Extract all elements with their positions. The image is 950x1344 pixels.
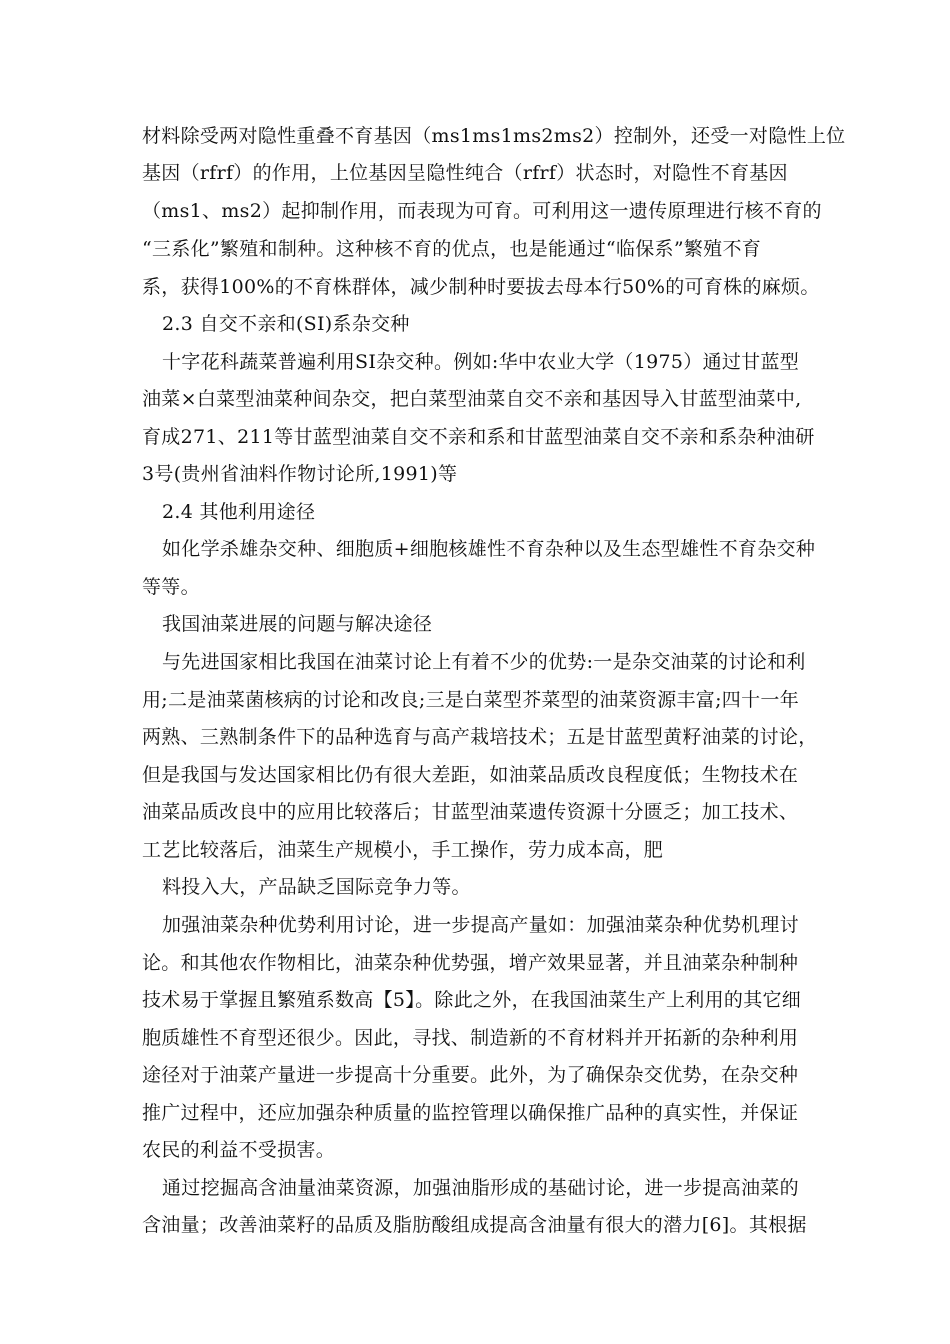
text-line: 用;二是油菜菌核病的讨论和改良;三是白菜型芥菜型的油菜资源丰富;四十一年 [142, 689, 800, 711]
text-line: 十字花科蔬菜普遍利用SI杂交种。例如:华中农业大学（1975）通过甘蓝型 [162, 351, 800, 373]
text-line: 推广过程中，还应加强杂种质量的监控管理以确保推广品种的真实性，并保证 [142, 1102, 799, 1124]
text-line: “三系化”繁殖和制种。这种核不育的优点，也是能通过“临保系”繁殖不育 [142, 238, 762, 260]
section-heading: 我国油菜进展的问题与解决途径 [162, 613, 433, 635]
text-line: 3号(贵州省油料作物讨论所,1991)等 [142, 463, 458, 485]
text-line: 农民的利益不受损害。 [142, 1139, 336, 1161]
text-line: 系，获得100%的不育株群体，减少制种时要拔去母本行50%的可育株的麻烦。 [142, 276, 820, 298]
text-line: 论。和其他农作物相比，油菜杂种优势强，增产效果显著，并且油菜杂种制种 [142, 952, 799, 974]
text-line: 胞质雄性不育型还很少。因此，寻找、制造新的不育材料并开拓新的杂种利用 [142, 1027, 799, 1049]
text-line: 但是我国与发达国家相比仍有很大差距，如油菜品质改良程度低；生物技术在 [142, 764, 799, 786]
text-line: 如化学杀雄杂交种、细胞质+细胞核雄性不育杂种以及生态型雄性不育杂交种 [162, 538, 816, 560]
text-line: 料投入大，产品缺乏国际竞争力等。 [162, 876, 471, 898]
text-line: （ms1、ms2）起抑制作用，而表现为可育。可利用这一遗传原理进行核不育的 [142, 200, 822, 222]
text-line: 育成271、211等甘蓝型油菜自交不亲和系和甘蓝型油菜自交不亲和系杂种油研 [142, 426, 815, 448]
text-line: 工艺比较落后，油菜生产规模小，手工操作，劳力成本高，肥 [142, 839, 664, 861]
text-line: 两熟、三熟制条件下的品种选育与高产栽培技术；五是甘蓝型黄籽油菜的讨论， [142, 726, 818, 748]
text-line: 油菜品质改良中的应用比较落后；甘蓝型油菜遗传资源十分匮乏；加工技术、 [142, 801, 799, 823]
text-line: 技术易于掌握且繁殖系数高【5】。除此之外，在我国油菜生产上利用的其它细 [142, 989, 802, 1011]
text-line: 途径对于油菜产量进一步提高十分重要。此外，为了确保杂交优势，在杂交种 [142, 1064, 799, 1086]
text-line: 材料除受两对隐性重叠不育基因（ms1ms1ms2ms2）控制外，还受一对隐性上位 [142, 125, 846, 147]
text-line: 通过挖掘高含油量油菜资源，加强油脂形成的基础讨论，进一步提高油菜的 [162, 1177, 799, 1199]
text-line: 与先进国家相比我国在油菜讨论上有着不少的优势:一是杂交油菜的讨论和利 [162, 651, 806, 673]
section-heading: 2.3 自交不亲和(SI)系杂交种 [162, 313, 410, 335]
text-line: 含油量；改善油菜籽的品质及脂肪酸组成提高含油量有很大的潜力[6]。其根据 [142, 1214, 807, 1236]
text-line: 加强油菜杂种优势利用讨论，进一步提高产量如：加强油菜杂种优势机理讨 [162, 914, 799, 936]
text-line: 油菜×白菜型油菜种间杂交，把白菜型油菜自交不亲和基因导入甘蓝型油菜中, [142, 388, 802, 410]
text-line: 基因（rfrf）的作用，上位基因呈隐性纯合（rfrf）状态时，对隐性不育基因 [142, 162, 788, 184]
section-heading: 2.4 其他利用途径 [162, 501, 316, 523]
text-line: 等等。 [142, 576, 200, 598]
